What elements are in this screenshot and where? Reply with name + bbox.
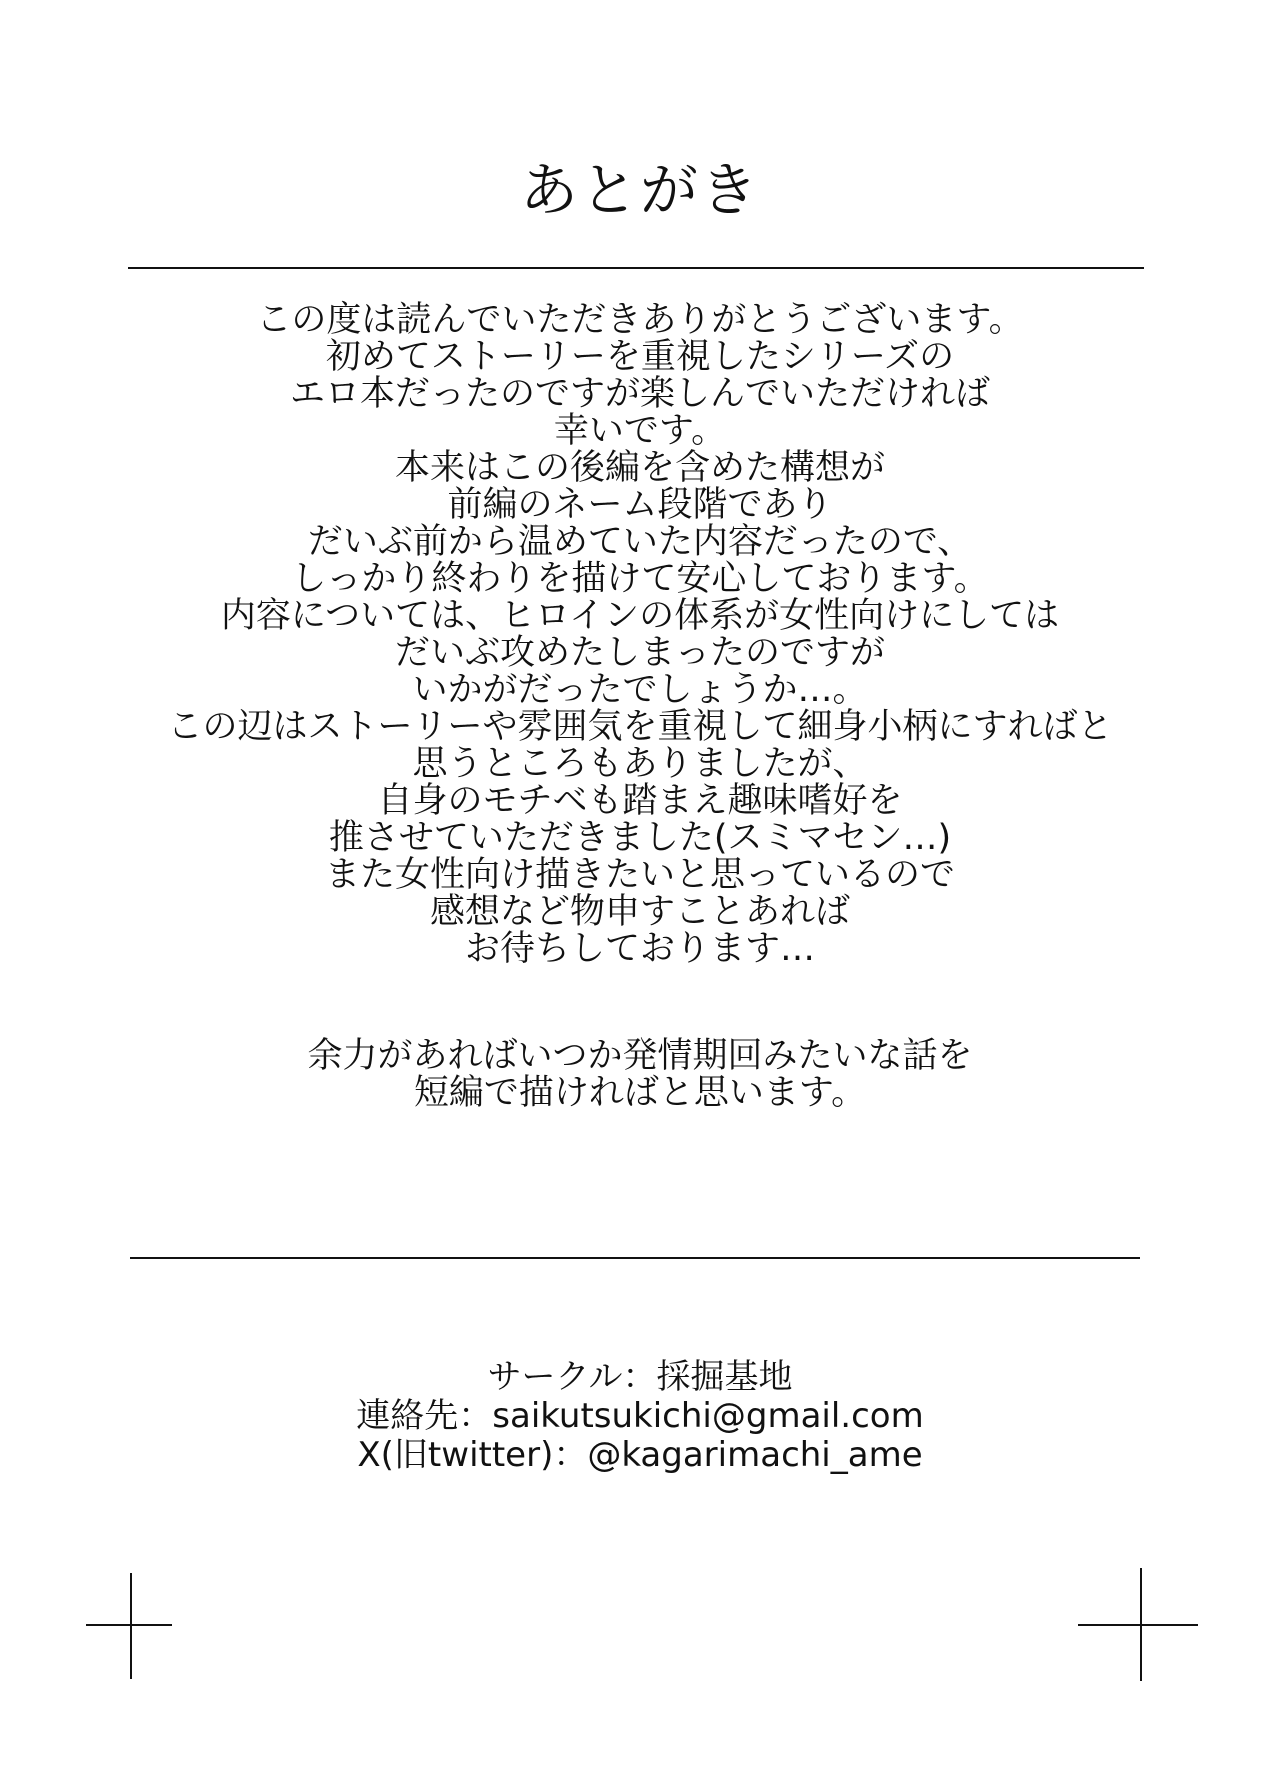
body-line: 自身のモチベも踏まえ趣味嗜好を bbox=[377, 781, 903, 821]
crop-mark-bottom-right-vertical bbox=[1140, 1568, 1142, 1681]
body-line: この度は読んでいただきありがとうございます。 bbox=[256, 300, 1024, 340]
body-line: 推させていただきました(スミマセン…) bbox=[328, 818, 952, 858]
circle-name: サークル：採掘基地 bbox=[487, 1357, 793, 1397]
contact-info bbox=[0, 1358, 1280, 1475]
afterword-body bbox=[0, 302, 1280, 1112]
body-line: お待ちしております… bbox=[464, 929, 815, 969]
body-line: 短編で描ければと思います。 bbox=[413, 1073, 867, 1113]
body-line: 感想など物申すことあれば bbox=[429, 892, 850, 932]
top-divider bbox=[128, 267, 1144, 269]
body-line: 前編のネーム段階であり bbox=[447, 485, 833, 525]
body-line: 思うところもありましたが、 bbox=[412, 744, 868, 784]
crop-mark-bottom-left-vertical bbox=[130, 1573, 132, 1679]
crop-mark-bottom-right-horizontal bbox=[1078, 1624, 1198, 1626]
body-line: だいぶ前から温めていた内容だったので、 bbox=[307, 522, 973, 562]
body-line: 内容については、ヒロインの体系が女性向けにしては bbox=[220, 596, 1060, 636]
body-line: 初めてストーリーを重視したシリーズの bbox=[325, 337, 955, 377]
body-line: しっかり終わりを描けて安心しております。 bbox=[291, 559, 989, 599]
body-line: 余力があればいつか発情期回みたいな話を bbox=[307, 1036, 973, 1076]
body-line: 幸いです。 bbox=[553, 411, 727, 451]
bottom-divider bbox=[130, 1257, 1140, 1259]
page-title: あとがき bbox=[519, 156, 760, 224]
paragraph-gap bbox=[0, 968, 1280, 1038]
body-line: いかがだったでしょうか…。 bbox=[412, 670, 868, 710]
crop-mark-bottom-left-horizontal bbox=[86, 1624, 172, 1626]
contact-email: 連絡先：saikutsukichi@gmail.com bbox=[356, 1396, 924, 1436]
twitter-handle: X(旧twitter)：@kagarimachi_ame bbox=[357, 1435, 923, 1475]
body-line: また女性向け描きたいと思っているので bbox=[324, 855, 955, 895]
body-line: だいぶ攻めたしまったのですが bbox=[394, 633, 885, 673]
body-line: この辺はストーリーや雰囲気を重視して細身小柄にすればと bbox=[167, 707, 1113, 747]
body-line: エロ本だったのですが楽しんでいただければ bbox=[289, 374, 990, 414]
body-line: 本来はこの後編を含めた構想が bbox=[394, 448, 885, 488]
